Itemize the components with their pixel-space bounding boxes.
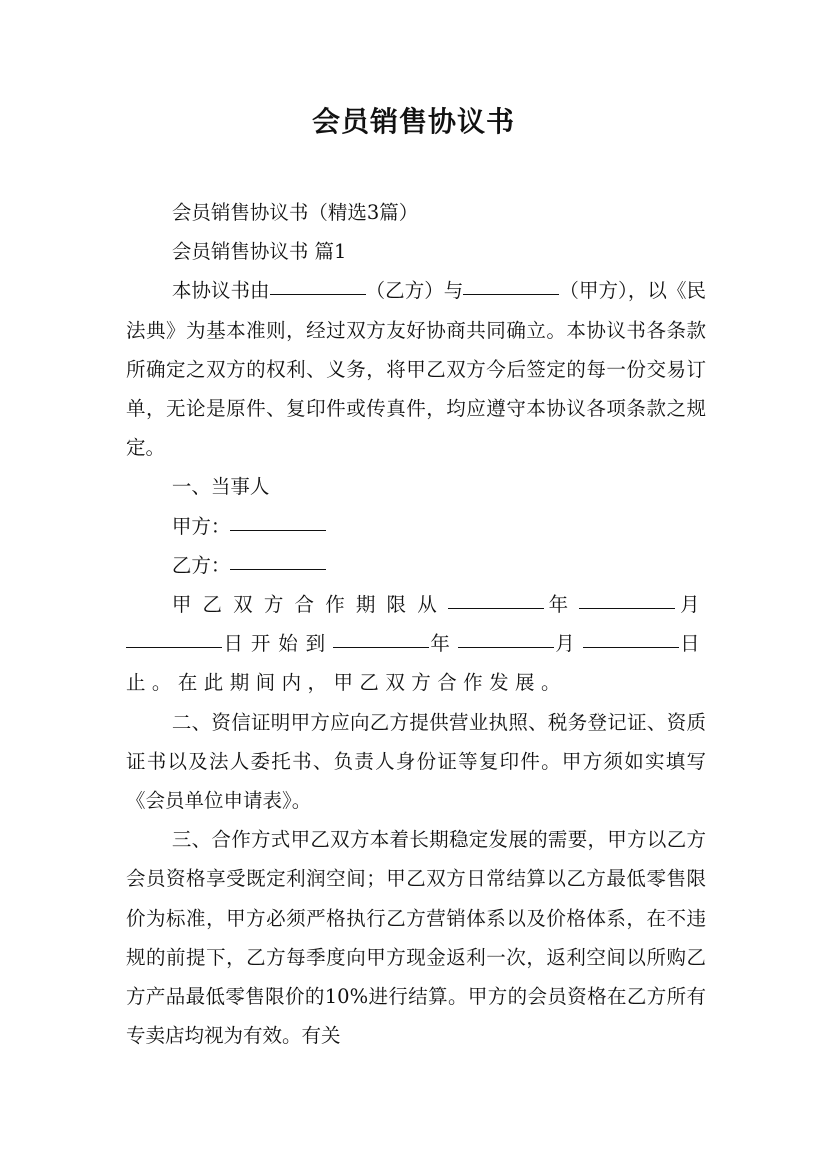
paragraph-party-b bbox=[126, 546, 706, 585]
document-body bbox=[126, 193, 706, 1055]
blank-line bbox=[333, 646, 429, 648]
blank-line bbox=[583, 646, 679, 648]
document-title: 会员销售协议书 bbox=[311, 105, 515, 138]
term-text-f: 月 bbox=[553, 632, 583, 656]
blank-line bbox=[458, 646, 554, 648]
intro-text-c: （甲方），以《民法典》为基本准则，经过双方友好协商共同确立。本协议书各条款所确定之双方的权利、义务，将甲乙双方今后签定的每一份交易订单，无论是原件、复印件或传真件，均应遵守本协议各项条款之规定。 bbox=[126, 279, 706, 460]
term-text-e: 年 bbox=[428, 632, 458, 656]
paragraph-subtitle: 会员销售协议书（精选3篇） bbox=[171, 201, 419, 224]
intro-text-a: 本协议书由 bbox=[171, 279, 270, 303]
paragraph-parties-heading: 一、当事人 bbox=[171, 475, 270, 499]
paragraph-cooperation: 三、合作方式甲乙双方本着长期稳定发展的需要，甲方以乙方会员资格享受既定利润空间；甲乙双方日常结算以乙方最低零售限价为标准，甲方必须严格执行乙方营销体系以及价格体系，在不违规的前提下，乙方每季度向甲方现金返利一次，返利空间以所购乙方产品最低零售限价的10%进行结算。甲方的会员资格在乙方所有专卖店均视为有效。有关 bbox=[126, 828, 706, 1048]
blank-line bbox=[230, 568, 326, 570]
term-text-b: 年 bbox=[543, 593, 580, 617]
party-a-label: 甲方： bbox=[171, 514, 231, 538]
paragraph-intro bbox=[126, 271, 706, 467]
paragraph-term bbox=[126, 585, 706, 703]
paragraph-section-heading: 会员销售协议书 篇1 bbox=[171, 240, 347, 264]
party-b-label: 乙方： bbox=[171, 553, 231, 577]
blank-line bbox=[126, 646, 222, 648]
term-text-c: 月 bbox=[675, 593, 707, 617]
paragraph-party-a bbox=[126, 507, 706, 546]
term-text-a: 甲乙双方合作期限从 bbox=[171, 593, 448, 617]
term-text-d: 日开始到 bbox=[222, 632, 333, 656]
paragraph-credit: 二、资信证明甲方应向乙方提供营业执照、税务登记证、资质证书以及法人委托书、负责人身份证等复印件。甲方须如实填写《会员单位申请表》。 bbox=[126, 710, 706, 813]
blank-line bbox=[270, 293, 366, 295]
blank-line bbox=[448, 607, 544, 609]
term-text-g: 日止。在此期间内，甲乙双方合作发展。 bbox=[126, 632, 707, 695]
blank-line bbox=[230, 529, 326, 531]
blank-line bbox=[579, 607, 675, 609]
intro-text-b: （乙方）与 bbox=[365, 279, 464, 303]
blank-line bbox=[463, 293, 559, 295]
